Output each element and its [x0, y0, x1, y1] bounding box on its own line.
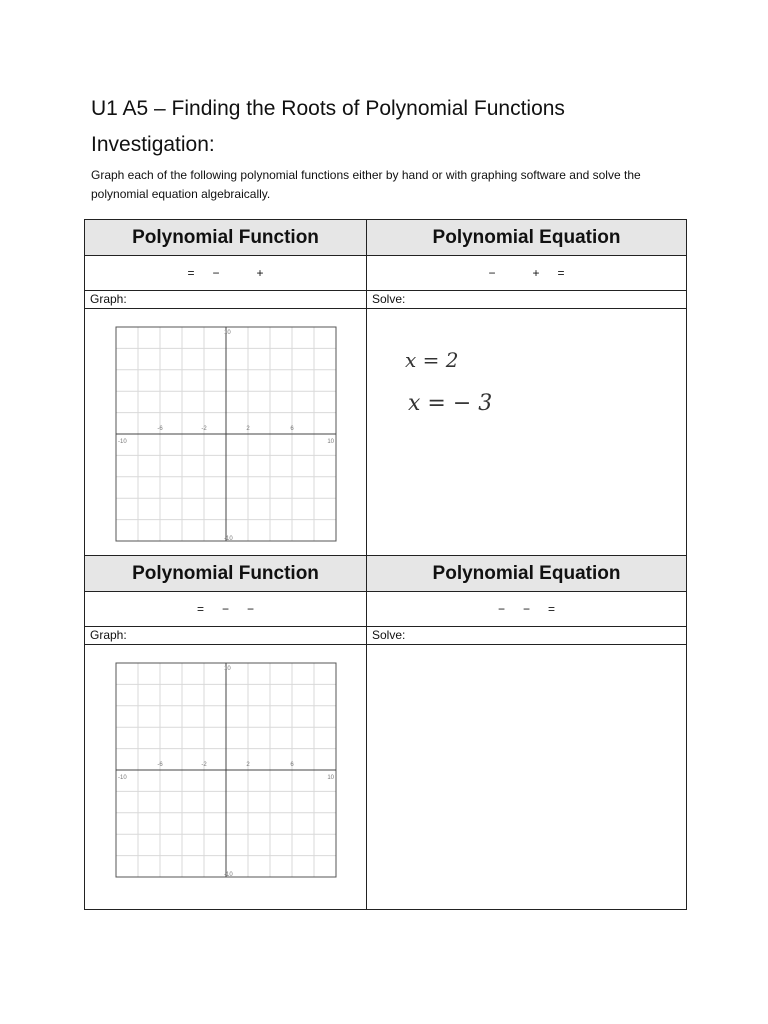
equation-header: Polynomial Equation [367, 556, 687, 592]
section-2-equation-row [85, 592, 687, 627]
solve-area [367, 309, 687, 556]
symbol: = [548, 602, 556, 616]
symbol: − [488, 266, 496, 280]
handwritten-solution [405, 347, 525, 437]
section-2-work-row [85, 645, 687, 910]
x-max-label: 10 [327, 775, 334, 781]
symbol: − [522, 602, 530, 616]
x-min-label: -10 [118, 439, 127, 445]
symbol: = [196, 602, 204, 616]
symbol: − [212, 266, 220, 280]
function-header: Polynomial Function [85, 220, 367, 256]
graph-label: Graph: [85, 291, 367, 309]
grid-svg [115, 326, 337, 542]
x-tick-label: 6 [290, 426, 294, 432]
handwritten-answer-1: x = 2 [405, 348, 459, 372]
equation-expression [367, 256, 687, 291]
y-min-label: -10 [224, 536, 233, 542]
symbol: − [497, 602, 505, 616]
y-max-label: 10 [224, 666, 231, 672]
x-tick-label: 2 [246, 762, 250, 768]
x-max-label: 10 [327, 439, 334, 445]
section-2-header-row [85, 556, 687, 592]
x-tick-label: 6 [290, 762, 294, 768]
symbol: + [256, 266, 264, 280]
x-min-label: -10 [118, 775, 127, 781]
symbol: + [532, 266, 540, 280]
handwritten-answer-2: x = − 3 [408, 391, 493, 416]
y-min-label: -10 [224, 872, 233, 878]
section-1-label-row [85, 291, 687, 309]
equation-expression [367, 592, 687, 627]
symbol: = [187, 266, 195, 280]
section-1-work-row [85, 309, 687, 556]
solve-area [367, 645, 687, 910]
function-header: Polynomial Function [85, 556, 367, 592]
coordinate-grid [115, 326, 337, 547]
x-tick-label: -2 [201, 762, 207, 768]
section-1-header-row [85, 220, 687, 256]
section-subtitle: Investigation: [91, 133, 215, 156]
section-2-label-row [85, 627, 687, 645]
solve-label: Solve: [367, 627, 687, 645]
instructions-text: Graph each of the following polynomial functions either by hand or with graphing software and solve the polynomial equation algebraically. [91, 168, 641, 201]
x-tick-label: -2 [201, 426, 207, 432]
symbol: = [557, 266, 565, 280]
graph-area [85, 645, 367, 910]
worksheet-table [84, 219, 687, 910]
function-expression [85, 256, 367, 291]
coordinate-grid [115, 662, 337, 883]
symbol: − [221, 602, 229, 616]
x-tick-label: -6 [157, 762, 163, 768]
graph-area [85, 309, 367, 556]
symbol: − [247, 602, 255, 616]
y-max-label: 10 [224, 330, 231, 336]
equation-header: Polynomial Equation [367, 220, 687, 256]
solve-label: Solve: [367, 291, 687, 309]
x-tick-label: -6 [157, 426, 163, 432]
graph-label: Graph: [85, 627, 367, 645]
grid-svg [115, 662, 337, 878]
worksheet-title: U1 A5 – Finding the Roots of Polynomial Functions [91, 97, 565, 120]
x-tick-label: 2 [246, 426, 250, 432]
function-expression [85, 592, 367, 627]
section-1-equation-row [85, 256, 687, 291]
